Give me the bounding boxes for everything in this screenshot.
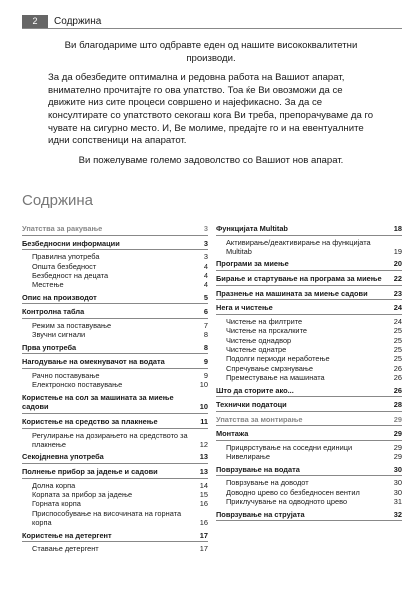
toc-entry-page: 17	[199, 530, 208, 540]
toc-entry-page: 9	[203, 357, 208, 367]
toc-section-entry[interactable]	[216, 302, 402, 315]
toc-entry-page: 30	[393, 464, 402, 474]
toc-entry-label: Поврзување на струјата	[216, 509, 305, 519]
toc-entry-label: Секојдневна употреба	[22, 452, 104, 462]
toc-subsection-entry[interactable]	[22, 262, 208, 271]
toc-entry-label: Доводно црево со безбедносен вентил	[226, 487, 360, 497]
toc-entry-label: Правилна употреба	[32, 252, 100, 262]
toc-entry-label: Преместување на машината	[226, 373, 325, 383]
toc-entry-label: Електронско поставување	[32, 380, 123, 390]
toc-section-entry[interactable]	[22, 306, 208, 319]
toc-entry-page: 19	[393, 247, 402, 256]
toc-section-entry[interactable]	[22, 223, 208, 236]
toc-section-entry[interactable]	[22, 342, 208, 355]
toc-entry-page: 6	[203, 307, 208, 317]
toc-entry-page: 18	[393, 224, 402, 233]
toc-entry-label: Ставање детергент	[32, 544, 99, 554]
toc-section-entry[interactable]	[22, 292, 208, 305]
toc-entry-label: Користење на средство за плакнење	[22, 417, 158, 426]
toc-subsection-entry[interactable]	[216, 364, 402, 373]
toc-subsection-entry[interactable]	[216, 488, 402, 497]
toc-entry-page: 30	[393, 478, 402, 488]
toc-entry-label: Активирање/деактивирање на функцијата Multitab	[226, 237, 371, 256]
toc-entry-label: Звучни сигнали	[32, 330, 86, 340]
toc-subsection-entry[interactable]	[22, 280, 208, 289]
toc-subsection-entry[interactable]	[216, 326, 402, 335]
toc-entry-page: 9	[203, 371, 208, 380]
toc-subsection-entry[interactable]	[22, 490, 208, 499]
toc-entry-page: 22	[393, 274, 402, 283]
header-title: Содржина	[54, 16, 102, 27]
toc-subsection-entry[interactable]	[216, 478, 402, 487]
intro-text	[48, 40, 374, 174]
toc-entry-page: 25	[393, 345, 402, 354]
toc-entry-label: Технички податоци	[216, 400, 287, 410]
toc-entry-label: Користење на сол за машината за миење садови	[22, 392, 174, 412]
toc-subsection-entry[interactable]	[22, 481, 208, 490]
toc-entry-label: Корпата за прибор за јадење	[32, 490, 133, 499]
toc-entry-page: 5	[203, 292, 208, 302]
toc-entry-page: 10	[199, 380, 208, 390]
toc-entry-label: Горната корпа	[32, 499, 81, 509]
toc-title: Содржина	[22, 192, 93, 209]
toc-subsection-entry[interactable]	[216, 345, 402, 354]
toc-subsection-entry[interactable]	[22, 380, 208, 389]
toc-entry-label: Бирање и стартување на програма за миење	[216, 274, 382, 283]
toc-section-entry[interactable]	[22, 392, 208, 414]
toc-entry-page: 26	[393, 385, 402, 395]
toc-entry-page: 11	[200, 417, 208, 426]
intro-wish: Ви пожелуваме големо задоволство со Вашиот нов апарат.	[78, 154, 344, 166]
toc-entry-page: 4	[203, 271, 208, 280]
toc-section-entry[interactable]	[22, 451, 208, 464]
toc-entry-label: Приспособување на височината на горната корпа	[32, 508, 182, 528]
toc-entry-page: 7	[203, 321, 208, 330]
toc-entry-page: 30	[393, 487, 402, 497]
toc-entry-page: 15	[199, 490, 208, 499]
toc-entry-label: Монтажа	[216, 429, 249, 439]
toc-entry-page: 4	[203, 280, 208, 290]
toc-entry-page: 29	[393, 414, 402, 424]
toc-entry-label: Рачно поставување	[32, 371, 100, 380]
toc-entry-label: Чистење однадвор	[226, 335, 292, 345]
toc-entry-page: 16	[199, 499, 208, 509]
toc-entry-page: 8	[203, 342, 208, 352]
intro-thanks: Ви благодариме што одбравте еден од нашите висококвалитетни производи.	[64, 40, 358, 64]
toc-subsection-entry[interactable]	[22, 371, 208, 380]
toc-entry-label: Користење на детергент	[22, 530, 112, 540]
toc-entry-page: 25	[393, 354, 402, 364]
toc-subsection-entry[interactable]	[22, 544, 208, 553]
toc-entry-label: Нивелирање	[226, 452, 270, 462]
toc-entry-label: Празнење на машината за миење садови	[216, 288, 368, 298]
toc-entry-label: Местење	[32, 280, 64, 290]
toc-entry-label: Контролна табла	[22, 307, 85, 317]
toc-entry-page: 24	[393, 316, 402, 326]
toc-entry-page: 17	[199, 544, 208, 554]
toc-subsection-entry[interactable]	[22, 330, 208, 339]
toc-entry-page: 31	[393, 497, 402, 507]
toc-entry-label: Режим за поставување	[32, 321, 112, 330]
toc-section-entry[interactable]	[22, 466, 208, 479]
toc-entry-page: 4	[203, 261, 208, 271]
toc-section-entry[interactable]	[216, 428, 402, 441]
toc-entry-label: Чистење на прскалките	[226, 326, 307, 336]
toc-subsection-entry[interactable]	[22, 509, 208, 528]
toc-entry-page: 25	[393, 335, 402, 345]
toc-entry-label: Спречување смрзнување	[226, 363, 314, 373]
toc-subsection-entry[interactable]	[22, 252, 208, 261]
toc-entry-label: Полнење прибор за јадење и садови	[22, 467, 158, 476]
toc-entry-page: 29	[393, 429, 402, 439]
toc-entry-label: Програми за миење	[216, 259, 289, 269]
toc-entry-page: 12	[199, 440, 208, 449]
toc-section-entry[interactable]	[216, 223, 402, 236]
toc-subsection-entry[interactable]	[216, 497, 402, 506]
toc-entry-label: Поврзување на водата	[216, 464, 300, 474]
toc-entry-page: 16	[199, 518, 208, 528]
toc-entry-label: Упатства за ракување	[22, 224, 103, 233]
toc-entry-page: 26	[393, 373, 402, 383]
toc-entry-page: 24	[393, 303, 402, 313]
header-divider	[22, 28, 402, 29]
toc-entry-label: Долна корпа	[32, 480, 76, 490]
toc-entry-page: 26	[393, 363, 402, 373]
toc-right-column	[216, 221, 402, 523]
toc-subsection-entry[interactable]	[22, 321, 208, 330]
intro-instructions: За да обезбедите оптимална и редовна работа на Вашиот апарат, внимателно прочитајте го ова упатство. Тоа ќе Ви овозможи да се движите низ сите процеси совршено и најефикасно. За да се консултирате со упатството секогаш кога Ви треба, препорачуваме да го чувате на сигурно место. И, Ве молиме, предајте го и на евентуалните идни сопственици на апаратот.	[48, 72, 374, 147]
toc-section-entry[interactable]	[216, 273, 402, 286]
toc-subsection-entry[interactable]	[216, 373, 402, 382]
toc-entry-page: 13	[199, 452, 208, 462]
toc-entry-label: Поврзување на доводот	[226, 478, 309, 488]
toc-subsection-entry[interactable]	[22, 271, 208, 280]
toc-section-entry[interactable]	[216, 414, 402, 427]
toc-subsection-entry[interactable]	[216, 452, 402, 461]
toc-entry-label: Чистење на филтрите	[226, 316, 303, 326]
toc-entry-label: Приклучување на одводното црево	[226, 497, 348, 507]
toc-section-entry[interactable]	[216, 385, 402, 398]
toc-entry-label: Чистење однатре	[226, 345, 287, 354]
toc-section-entry[interactable]	[216, 258, 402, 271]
toc-entry-label: Прва употреба	[22, 342, 77, 352]
toc-entry-label: Нега и чистење	[216, 303, 273, 313]
toc-section-entry[interactable]	[216, 464, 402, 477]
toc-subsection-entry[interactable]	[216, 443, 402, 452]
toc-subsection-entry[interactable]	[22, 499, 208, 508]
toc-entry-page: 29	[393, 452, 402, 462]
toc-subsection-entry[interactable]	[22, 431, 208, 450]
toc-section-entry[interactable]	[22, 530, 208, 543]
toc-entry-label: Регулирање на дозирањето на средството за плакнење	[32, 430, 188, 449]
toc-entry-label: Опис на производот	[22, 292, 97, 302]
toc-section-entry[interactable]	[216, 399, 402, 412]
toc-section-entry[interactable]	[216, 288, 402, 301]
toc-entry-page: 10	[199, 402, 208, 412]
toc-left-column	[22, 221, 208, 554]
toc-entry-label: Функцијата Multitab	[216, 224, 288, 233]
toc-entry-page: 28	[393, 400, 402, 410]
page-header	[22, 15, 402, 28]
toc-subsection-entry[interactable]	[216, 317, 402, 326]
toc-entry-page: 32	[393, 509, 402, 519]
toc-subsection-entry[interactable]	[216, 336, 402, 345]
toc-entry-page: 8	[203, 330, 208, 340]
toc-entry-label: Безбедносни информации	[22, 238, 120, 248]
toc-entry-label: Прицврстување на соседни единици	[226, 443, 353, 452]
toc-entry-label: Што да сторите ако...	[216, 385, 294, 395]
toc-entry-page: 25	[393, 326, 402, 336]
toc-section-entry[interactable]	[216, 509, 402, 522]
toc-entry-page: 13	[199, 467, 208, 476]
toc-entry-page: 3	[203, 252, 208, 262]
toc-section-entry[interactable]	[22, 238, 208, 251]
toc-subsection-entry[interactable]	[216, 238, 402, 257]
toc-entry-page: 14	[199, 480, 208, 490]
toc-entry-label: Подолги периоди неработење	[226, 354, 330, 364]
toc-entry-label: Нагодување на омекнувачот на водата	[22, 357, 165, 367]
toc-entry-page: 3	[203, 224, 208, 233]
toc-section-entry[interactable]	[22, 356, 208, 369]
page-number: 2	[22, 15, 48, 28]
toc-entry-page: 23	[393, 288, 402, 298]
toc-entry-page: 20	[393, 259, 402, 269]
toc-section-entry[interactable]	[22, 416, 208, 429]
toc-entry-page: 29	[393, 443, 402, 452]
toc-entry-label: Општа безбедност	[32, 261, 97, 271]
toc-entry-label: Упатства за монтирање	[216, 414, 303, 424]
toc-subsection-entry[interactable]	[216, 354, 402, 363]
toc-entry-page: 3	[203, 238, 208, 248]
toc-entry-label: Безбедност на децата	[32, 271, 109, 280]
